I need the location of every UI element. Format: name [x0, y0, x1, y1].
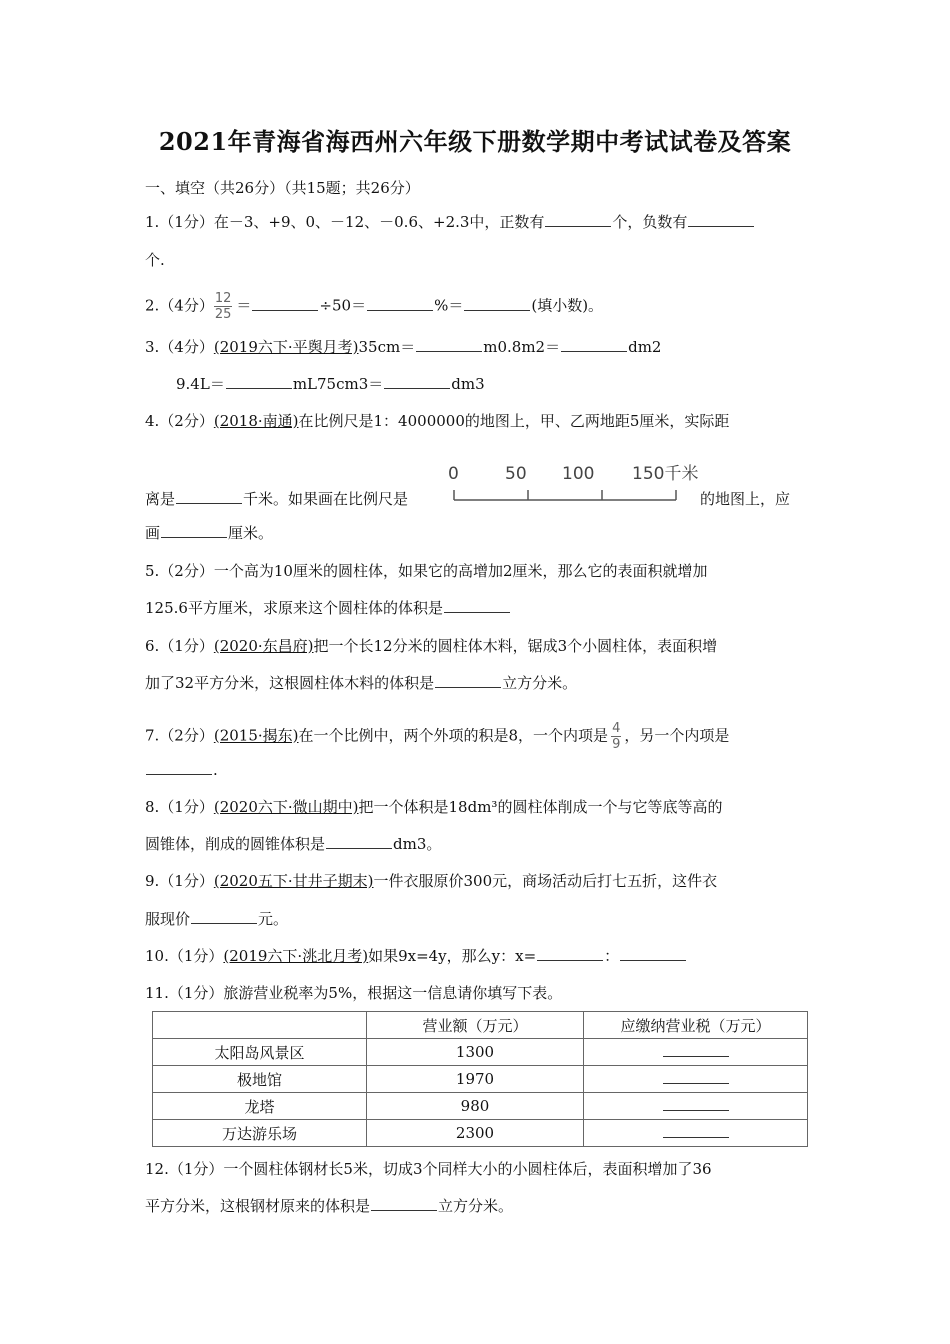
- question-11: 11.（1分）旅游营业税率为5%，根据这一信息请你填写下表。: [145, 984, 563, 1002]
- question-7-line-2: .: [145, 760, 218, 780]
- question-4-line-1: 4.（2分）(2018·南通)在比例尺是1：4000000的地图上，甲、乙两地距5厘米，实际距: [145, 412, 730, 430]
- scale-label-150: 150千米: [632, 464, 699, 484]
- table-cell: [584, 1066, 808, 1093]
- question-6-line-1: 6.（1分）(2020·东昌府)把一个长12分米的圆柱体木料，锯成3个小圆柱体，表面积增: [145, 637, 718, 655]
- section-heading: 一、填空（共26分）（共15题；共26分）: [145, 179, 420, 197]
- source-link[interactable]: (2015·揭东): [213, 726, 299, 745]
- answer-blank[interactable]: [561, 337, 627, 352]
- question-5-line-2: 125.6平方厘米，求原来这个圆柱体的体积是: [145, 598, 511, 618]
- fraction: $\frac{4}{9}$: [612, 721, 621, 752]
- answer-blank[interactable]: [444, 598, 510, 613]
- answer-blank[interactable]: [663, 1044, 729, 1057]
- table-cell: 2300: [367, 1120, 584, 1147]
- table-cell: 1300: [367, 1039, 584, 1066]
- source-link[interactable]: (2020·东昌府): [213, 637, 314, 655]
- question-3-line-1: 3.（4分）(2019六下·平舆月考)35cm＝ m0.8m2＝ dm2: [145, 338, 662, 356]
- table-cell: 太阳岛风景区: [153, 1039, 367, 1066]
- answer-blank[interactable]: [176, 489, 242, 504]
- answer-blank[interactable]: [326, 834, 392, 849]
- question-4-line-2: 离是 千米。如果画在比例尺是: [145, 490, 409, 508]
- table-cell: 980: [367, 1093, 584, 1120]
- source-link[interactable]: (2019六下·平舆月考): [213, 338, 359, 356]
- answer-blank[interactable]: [663, 1071, 729, 1084]
- page-title: 2021年青海省海西州六年级下册数学期中考试试卷及答案: [158, 127, 792, 156]
- question-8-line-2: 圆锥体，削成的圆锥体积是 dm3。: [145, 835, 442, 853]
- tax-table: [152, 1011, 808, 1147]
- answer-blank[interactable]: [545, 212, 611, 227]
- source-link[interactable]: (2018·南通): [213, 412, 299, 430]
- question-3-line-2: 9.4L＝ mL75cm3＝ dm3: [176, 375, 485, 393]
- table-header: 应缴纳营业税（万元）: [584, 1012, 808, 1039]
- answer-blank[interactable]: [416, 337, 482, 352]
- answer-blank[interactable]: [537, 946, 603, 961]
- question-6-line-2: 加了32平方分米，这根圆柱体木料的体积是 立方分米。: [145, 674, 578, 692]
- table-row: [153, 1093, 808, 1120]
- answer-blank[interactable]: [620, 946, 686, 961]
- question-8-line-1: 8.（1分）(2020六下·微山期中)把一个体积是18dm³的圆柱体削成一个与它等底等高的: [145, 798, 723, 816]
- answer-blank[interactable]: [161, 523, 227, 538]
- table-cell: 1970: [367, 1066, 584, 1093]
- table-header: 营业额（万元）: [367, 1012, 584, 1039]
- source-link[interactable]: (2020六下·微山期中): [213, 798, 359, 816]
- table-cell: 极地馆: [153, 1066, 367, 1093]
- table-row: [153, 1120, 808, 1147]
- question-12-line-2: 平方分米，这根钢材原来的体积是 立方分米。: [145, 1197, 514, 1215]
- question-1-line-1: 1.（1分）在－3、+9、0、－12、－0.6、+2.3中，正数有 个，负数有: [145, 212, 755, 232]
- scale-label-100: 100: [562, 464, 595, 484]
- table-cell: 龙塔: [153, 1093, 367, 1120]
- question-4-line-2-end: 的地图上，应: [700, 490, 791, 508]
- answer-blank[interactable]: [367, 296, 433, 311]
- scale-bar-figure: [448, 458, 708, 508]
- answer-blank[interactable]: [371, 1196, 437, 1211]
- table-cell: [584, 1093, 808, 1120]
- question-12-line-1: 12.（1分）一个圆柱体钢材长5米，切成3个同样大小的小圆柱体后，表面积增加了36: [145, 1160, 712, 1178]
- scale-label-50: 50: [505, 464, 527, 484]
- question-4-line-3: 画 厘米。: [145, 524, 274, 542]
- table-row: [153, 1039, 808, 1066]
- answer-blank[interactable]: [146, 760, 212, 775]
- table-cell: [584, 1120, 808, 1147]
- source-link[interactable]: (2020五下·甘井子期末): [213, 872, 374, 890]
- question-10: 10.（1分）(2019六下·洮北月考)如果9x=4y，那么y：x= ：: [145, 946, 687, 966]
- table-header-row: [153, 1012, 808, 1039]
- question-5-line-1: 5.（2分）一个高为10厘米的圆柱体，如果它的高增加2厘米，那么它的表面积就增加: [145, 562, 708, 580]
- source-link[interactable]: (2019六下·洮北月考): [223, 947, 369, 965]
- answer-blank[interactable]: [191, 909, 257, 924]
- table-cell: 万达游乐场: [153, 1120, 367, 1147]
- table-row: [153, 1066, 808, 1093]
- table-cell: [584, 1039, 808, 1066]
- answer-blank[interactable]: [464, 296, 530, 311]
- answer-blank[interactable]: [663, 1125, 729, 1138]
- question-9-line-1: 9.（1分）(2020五下·甘井子期末)一件衣服原价300元，商场活动后打七五折，这件衣: [145, 872, 718, 890]
- answer-blank[interactable]: [688, 212, 754, 227]
- fraction: $\frac{12}{25}$: [214, 291, 232, 322]
- answer-blank[interactable]: [435, 673, 501, 688]
- question-7-line-1: 7.（2分）(2015·揭东)在一个比例中，两个外项的积是8，一个内项是 $\frac{4}{9}$ ，另一个内项是: [145, 721, 730, 752]
- scale-label-0: 0: [448, 464, 459, 484]
- table-header: [153, 1012, 367, 1039]
- answer-blank[interactable]: [252, 296, 318, 311]
- question-2: 2.（4分） $\frac{12}{25}$ ＝ ÷50＝ %＝ (填小数)。: [145, 291, 604, 322]
- answer-blank[interactable]: [384, 374, 450, 389]
- question-1-line-2: 个.: [145, 251, 165, 269]
- answer-blank[interactable]: [663, 1098, 729, 1111]
- answer-blank[interactable]: [226, 374, 292, 389]
- question-9-line-2: 服现价 元。: [145, 910, 289, 928]
